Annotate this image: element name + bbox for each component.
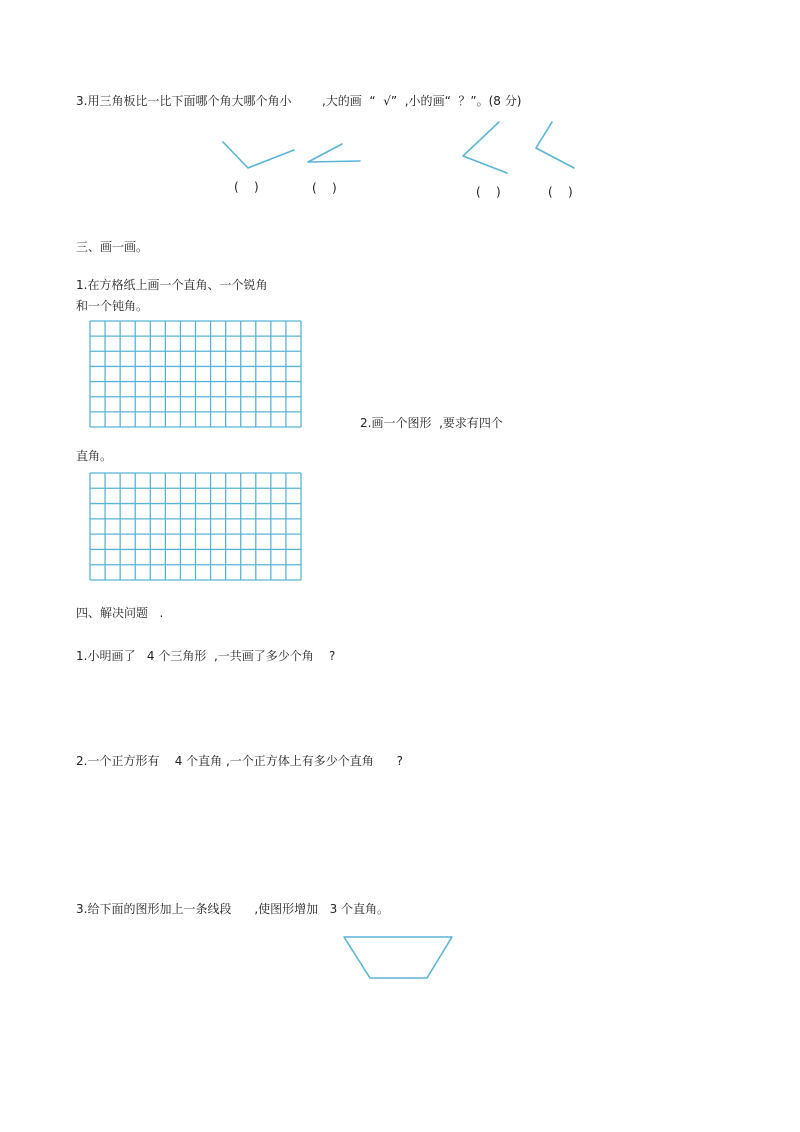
grid-paper-2[interactable] [89,472,303,582]
solve-q1-text: 1.小明画了 4 个三角形 ,一共画了多少个角 ? [76,649,336,663]
section-draw-heading: 三、画一画。 [76,240,149,254]
grid-paper-1[interactable] [89,320,303,429]
draw-q2-text-line2: 直角。 [76,449,113,463]
solve-q3-text: 3.给下面的图形加上一条线段 ,使图形增加 3 个直角。 [76,902,390,916]
angle-figure-3 [455,118,525,178]
compare-angles-question: 3.用三角板比一比下面哪个角大哪个角小 ,大的画 “ √” ,小的画“ ？”。(8 分) [76,94,522,108]
solve-q2-text: 2.一个正方形有 4 个直角 ,一个正方体上有多少个直角 ? [76,754,404,768]
angle-figure-4 [530,118,590,178]
draw-q1-text-line2: 和一个钝角。 [76,299,149,313]
draw-q1-text-line1: 1.在方格纸上画一个直角、一个锐角 [76,278,268,292]
section-solve-heading: 四、解决问题 . [76,606,164,620]
trapezoid-figure [340,932,458,984]
answer-paren-3[interactable]: ( ) [476,185,501,199]
draw-q2-text-line1: 2.画一个图形 ,要求有四个 [360,416,503,430]
answer-paren-2[interactable]: ( ) [312,181,337,195]
angle-figure-1 [220,138,300,173]
angle-figure-2 [300,140,370,170]
answer-paren-4[interactable]: ( ) [548,185,573,199]
answer-paren-1[interactable]: ( ) [234,180,259,194]
